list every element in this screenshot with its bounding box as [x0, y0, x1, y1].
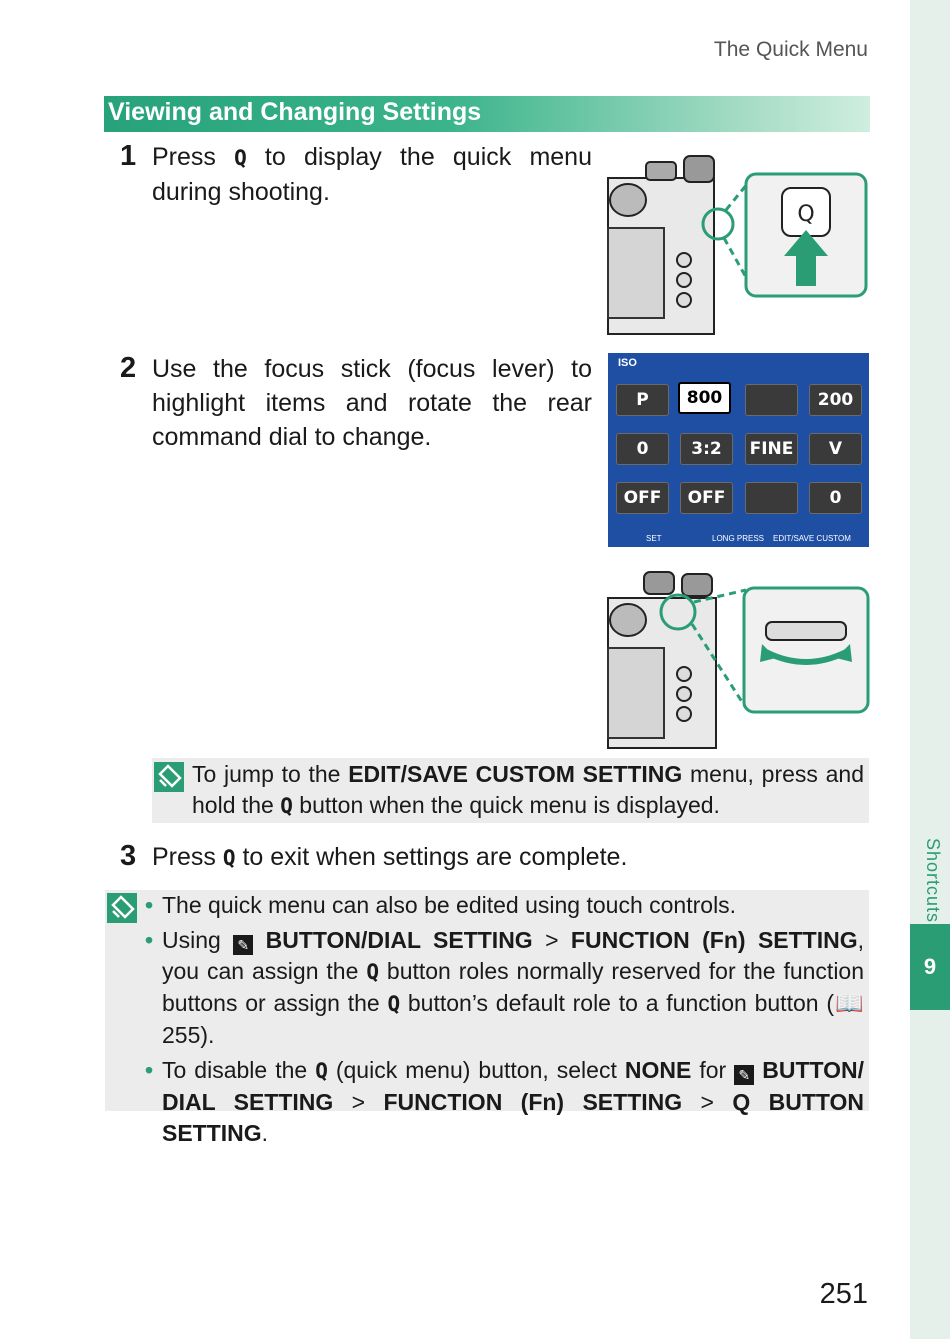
notes-list [145, 890, 864, 1153]
chapter-tab: 9 [910, 924, 950, 1010]
q-button-glyph: Q [387, 992, 401, 1016]
menu-cell-noise-reduction: 0 [616, 433, 669, 465]
menu-cell-mode: P [616, 384, 669, 416]
section-title: Viewing and Changing Settings [108, 98, 482, 126]
section-bar [104, 96, 870, 132]
footer-set: SET [646, 534, 662, 543]
q-button-glyph: Q [234, 146, 247, 170]
note-icon [154, 762, 184, 792]
menu-footer [608, 531, 869, 547]
side-strip [910, 0, 950, 1339]
menu-cell-self-timer: OFF [616, 482, 669, 514]
q-button-glyph: Q [366, 960, 379, 984]
settings-icon: ✎ [233, 935, 253, 955]
page-reference[interactable]: 255 [162, 1022, 201, 1048]
step-2 [120, 352, 595, 462]
settings-icon: ✎ [734, 1065, 754, 1085]
menu-cell-quality: FINE [745, 433, 798, 465]
page-number: 251 [819, 1278, 868, 1310]
step-number: 1 [120, 140, 137, 172]
menu-cell-aspect: 3:2 [680, 433, 733, 465]
quick-menu-screen [608, 353, 869, 547]
list-item: • To disable the Q (quick menu) button, select NONE for ✎ BUTTON/ DIAL SETTING > FUNCTION (Fn) SETTING > Q BUTTON SETTING. [145, 1055, 864, 1149]
step-text: Use the focus stick (focus lever) to highlight items and rotate the rear command dial to change. [152, 355, 592, 451]
step-number: 2 [120, 352, 137, 384]
camera-command-dial-illustration [606, 562, 870, 752]
tip-box-notes [105, 890, 869, 1146]
q-button-glyph: Q [315, 1059, 328, 1083]
step-1 [120, 140, 595, 210]
menu-cell-brightness: 0 [809, 482, 862, 514]
step-number: 3 [120, 840, 137, 872]
footer-long-press: LONG PRESS [712, 534, 765, 543]
menu-cell-dynamic-range: 200 [809, 384, 862, 416]
note-icon [107, 893, 137, 923]
svg-text:Q: Q [797, 202, 815, 227]
step-text: Press Q to display the quick menu during shooting. [152, 143, 592, 206]
footer-edit: EDIT/SAVE CUSTOM [773, 534, 851, 543]
step-text: Press Q to exit when settings are complete. [152, 843, 628, 871]
menu-cell-flash [745, 482, 798, 514]
menu-cell-iso: 800 [678, 382, 731, 414]
book-icon: 📖 [833, 990, 865, 1016]
menu-cell-drive [745, 384, 798, 416]
tip-box-edit-custom [152, 758, 869, 823]
tip-text: To jump to the EDIT/SAVE CUSTOM SETTING menu, press and hold the Q button when the quick menu is displayed. [192, 761, 864, 818]
q-button-glyph: Q [280, 794, 293, 818]
side-tab-label: Shortcuts [923, 838, 943, 924]
menu-cell-face-detect: OFF [680, 482, 733, 514]
menu-header: ISO [618, 357, 637, 369]
step-3 [120, 840, 740, 880]
list-item: • Using ✎ BUTTON/DIAL SETTING > FUNCTION (Fn) SETTING, you can assign the Q button roles normally reserved for the function buttons or assign the Q button’s default role to a function button (📖 255). [145, 925, 864, 1051]
q-button-glyph: Q [222, 846, 236, 870]
camera-q-button-illustration [606, 148, 870, 336]
running-head: The Quick Menu [713, 38, 868, 61]
menu-cell-film-sim: V [809, 433, 862, 465]
list-item: • The quick menu can also be edited using touch controls. [145, 890, 864, 921]
